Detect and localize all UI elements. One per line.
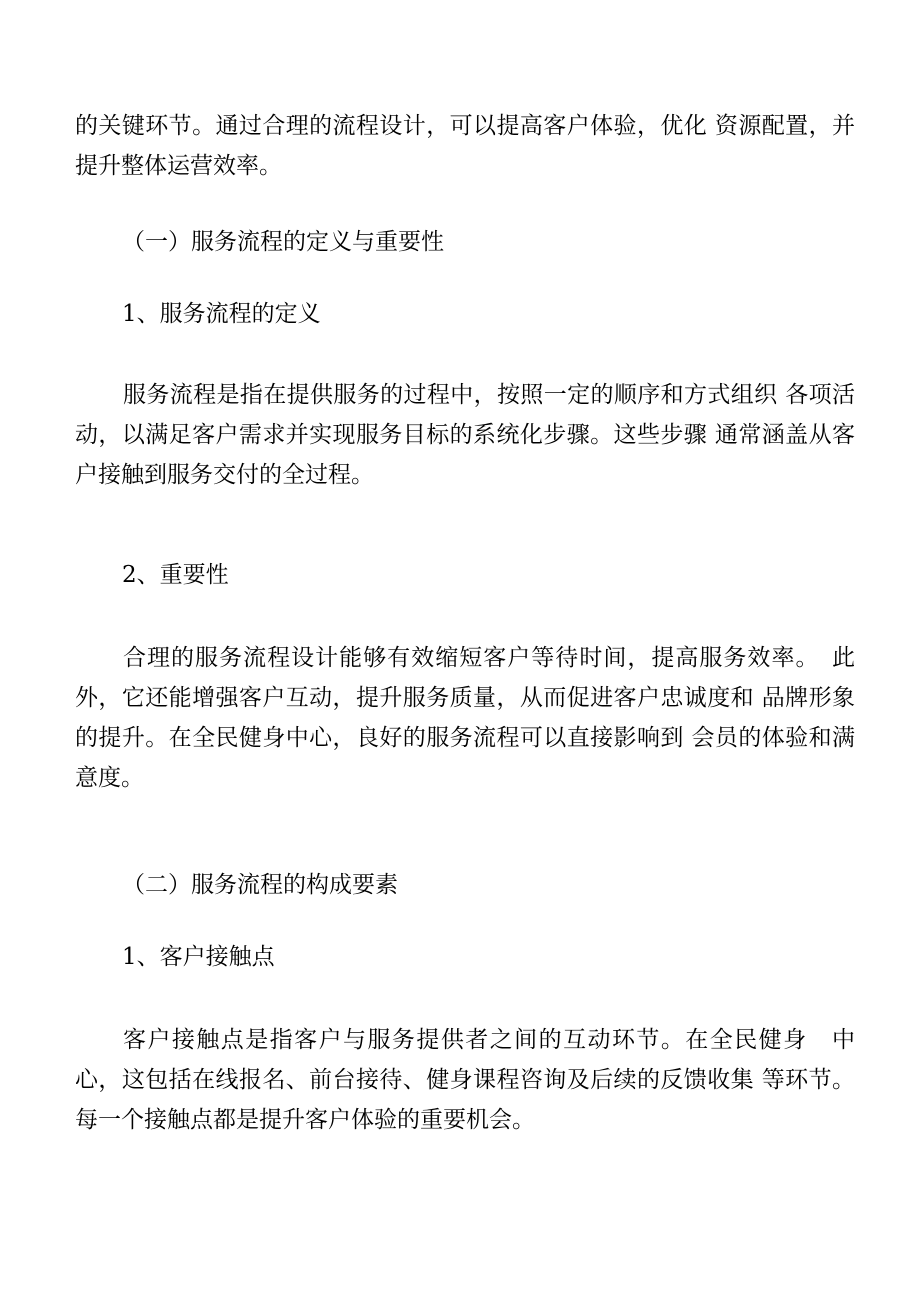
subheading-importance: 2、重要性 bbox=[122, 562, 229, 588]
section-heading-components: （二）服务流程的构成要素 bbox=[122, 872, 398, 898]
touchpoints-paragraph: 客户接触点是指客户与服务提供者之间的互动环节。在全民健身 中心，这包括在线报名、前台接待、健身课程咨询及后续的反馈收集 等环节。每一个接触点都是提升客户体验的重要机会。 bbox=[75, 1027, 855, 1133]
section-heading-definition-importance: （一）服务流程的定义与重要性 bbox=[122, 229, 444, 255]
intro-paragraph: 的关键环节。通过合理的流程设计，可以提高客户体验，优化 资源配置，并提升整体运营效率。 bbox=[75, 113, 855, 179]
importance-paragraph: 合理的服务流程设计能够有效缩短客户等待时间，提高服务效率。 此外，它还能增强客户互动，提升服务质量，从而促进客户忠诚度和 品牌形象的提升。在全民健身中心，良好的服务流程可以直接影响到 会员的体验和满意度。 bbox=[75, 645, 855, 791]
subheading-customer-touchpoints: 1、客户接触点 bbox=[122, 944, 275, 970]
subheading-service-process-definition: 1、服务流程的定义 bbox=[122, 301, 321, 327]
definition-paragraph: 服务流程是指在提供服务的过程中，按照一定的顺序和方式组织 各项活动，以满足客户需求并实现服务目标的系统化步骤。这些步骤 通常涵盖从客户接触到服务交付的全过程。 bbox=[75, 382, 855, 488]
